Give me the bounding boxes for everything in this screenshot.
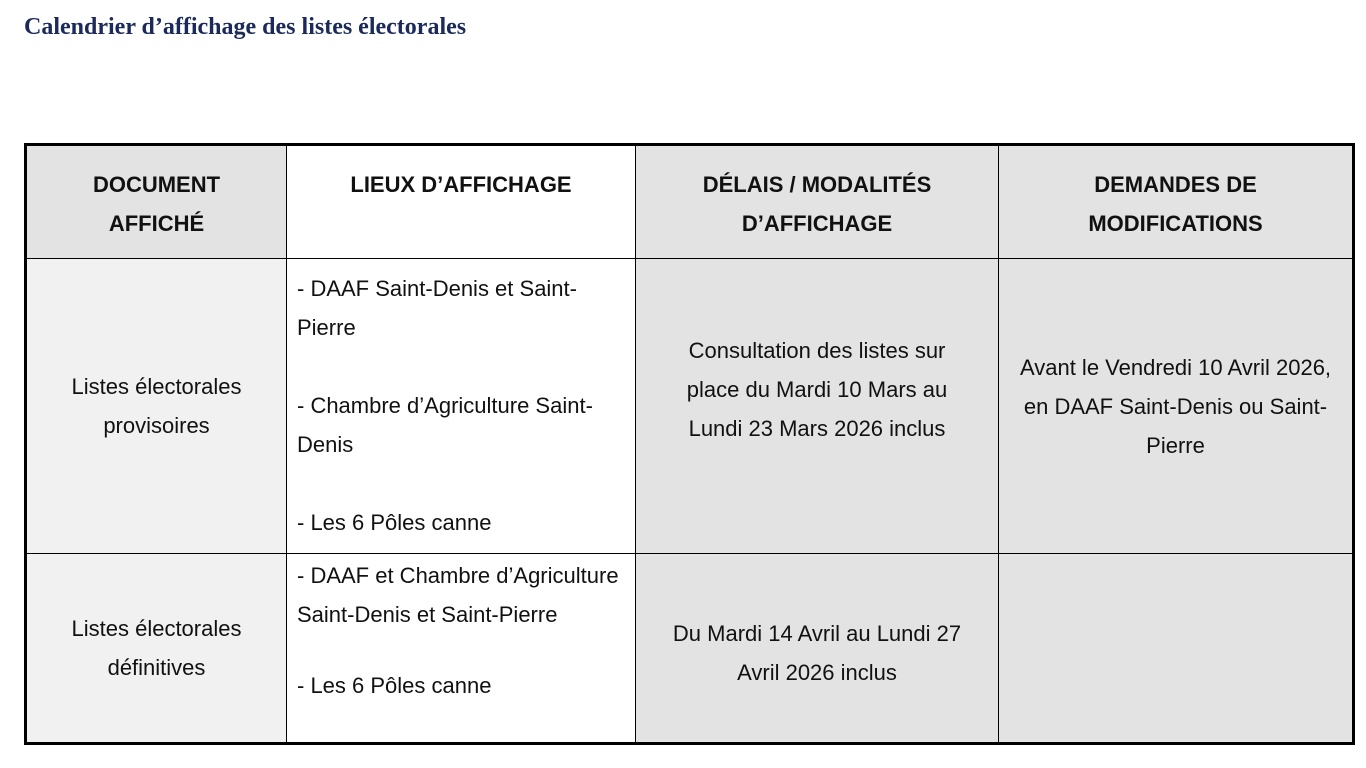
document-label: Listes électorales provisoires: [71, 374, 242, 438]
header-document: [26, 145, 287, 259]
header-delays: [636, 145, 999, 259]
place-item: - Les 6 Pôles canne: [297, 673, 492, 698]
place-item: - DAAF Saint-Denis et Saint-Pierre: [297, 276, 577, 340]
header-requests-label: DEMANDES DE MODIFICATIONS: [1088, 172, 1263, 236]
places-cell: [287, 554, 636, 744]
delays-cell: [636, 259, 999, 554]
page-title: Calendrier d’affichage des listes électorales: [24, 14, 467, 40]
header-places: [287, 145, 636, 259]
table-row: [26, 259, 1354, 554]
delays-cell: [636, 554, 999, 744]
requests-cell: [999, 554, 1354, 744]
place-item: - DAAF et Chambre d’Agriculture Saint-Denis et Saint-Pierre: [297, 563, 619, 627]
place-item: - Les 6 Pôles canne: [297, 510, 492, 535]
places-cell: [287, 259, 636, 554]
place-spacer: [297, 634, 625, 666]
place-spacer: [297, 464, 625, 503]
table-row: [26, 554, 1354, 744]
header-document-label: DOCUMENT AFFICHÉ: [92, 172, 221, 236]
header-places-label: LIEUX D’AFFICHAGE: [350, 172, 572, 197]
place-spacer: [297, 347, 625, 386]
requests-cell: [999, 259, 1354, 554]
requests-text: Avant le Vendredi 10 Avril 2026, en DAAF Saint-Denis ou Saint-Pierre: [1019, 354, 1332, 458]
header-requests: [999, 145, 1354, 259]
document-label: Listes électorales définitives: [71, 616, 242, 680]
header-delays-label: DÉLAIS / MODALITÉS D’AFFICHAGE: [702, 172, 932, 236]
table-header-row: [26, 145, 1354, 259]
document-cell: [26, 259, 287, 554]
place-item: - Chambre d’Agriculture Saint-Denis: [297, 393, 593, 457]
electoral-lists-schedule-table: [24, 143, 1355, 745]
delays-text: Du Mardi 14 Avril au Lundi 27 Avril 2026 inclus: [672, 621, 962, 685]
document-cell: [26, 554, 287, 744]
delays-text: Consultation des listes sur place du Mardi 10 Mars au Lundi 23 Mars 2026 inclus: [686, 337, 948, 441]
